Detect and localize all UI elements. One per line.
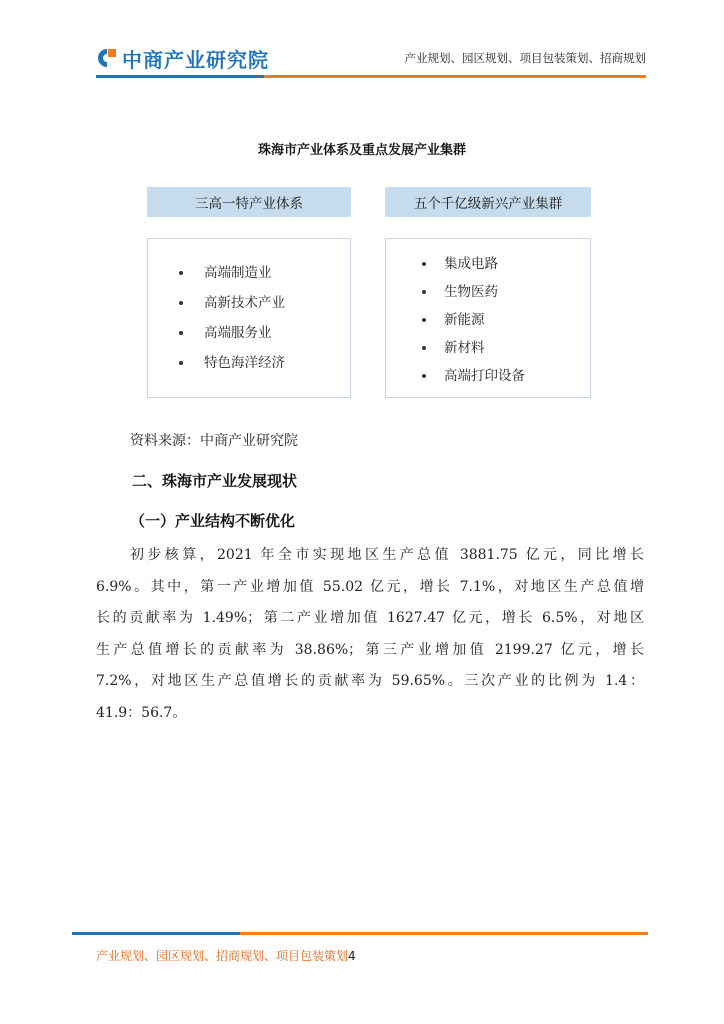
- paragraph-line: 初步核算，2021 年全市实现地区生产总值 3881.75 亿元，同比增长: [130, 547, 644, 563]
- list-item: 新能源: [386, 306, 590, 334]
- subsection-heading: （一）产业结构不断优化: [130, 512, 296, 530]
- list-item: 集成电路: [386, 250, 590, 278]
- header-rule-orange: [264, 75, 646, 78]
- logo: [96, 44, 269, 72]
- list-item: 高端服务业: [148, 319, 350, 347]
- list-item: 高新技术产业: [148, 289, 350, 317]
- bullet-icon: [179, 271, 183, 275]
- bullet-icon: [422, 290, 426, 294]
- left-panel-heading: 三高一特产业体系: [147, 187, 351, 217]
- page-footer: [96, 947, 356, 964]
- list-item: 新材料: [386, 334, 590, 362]
- logo-text: 中商产业研究院: [122, 47, 269, 72]
- footer-rule-blue: [72, 932, 240, 935]
- bullet-icon: [179, 331, 183, 335]
- footer-tagline: 产业规划、园区规划、招商规划、项目包装策划: [96, 949, 349, 963]
- paragraph-line: 生产总值增长的贡献率为 38.86%；第三产业增加值 2199.27 亿元，增长: [96, 641, 644, 658]
- paragraph-line: 41.9：56.7。: [96, 704, 187, 721]
- header-rule-blue: [96, 75, 264, 78]
- paragraph-line: 7.2%，对地区生产总值增长的贡献率为 59.65%。三次产业的比例为 1.4：: [96, 673, 644, 689]
- page-header: [0, 0, 724, 90]
- list-item: 高端制造业: [148, 259, 350, 287]
- list-item: 高端打印设备: [386, 362, 590, 390]
- bullet-icon: [422, 262, 426, 266]
- list-item: 生物医药: [386, 278, 590, 306]
- section-heading: 二、珠海市产业发展现状: [132, 472, 298, 490]
- body-paragraph: [96, 540, 644, 729]
- paragraph-line: 长的贡献率为 1.49%；第二产业增加值 1627.47 亿元，增长 6.5%，对地区: [96, 610, 644, 626]
- source-note: 资料来源：中商产业研究院: [130, 433, 298, 449]
- paragraph-line: 6.9%。其中，第一产业增加值 55.02 亿元，增长 7.1%，对地区生产总值增: [96, 578, 644, 595]
- bullet-icon: [422, 346, 426, 350]
- figure-title: 珠海市产业体系及重点发展产业集群: [257, 143, 466, 158]
- right-panel-heading: 五个千亿级新兴产业集群: [385, 187, 591, 217]
- left-panel: [147, 238, 351, 398]
- logo-mark-icon: [96, 47, 118, 69]
- bullet-icon: [422, 318, 426, 322]
- bullet-icon: [179, 301, 183, 305]
- header-tagline: 产业规划、园区规划、项目包装策划、招商规划: [404, 51, 646, 65]
- footer-rule-orange: [240, 932, 648, 935]
- list-item: 特色海洋经济: [148, 349, 350, 377]
- bullet-icon: [179, 361, 183, 365]
- page-number: 4: [348, 949, 356, 963]
- right-panel: [385, 238, 591, 398]
- bullet-icon: [422, 374, 426, 378]
